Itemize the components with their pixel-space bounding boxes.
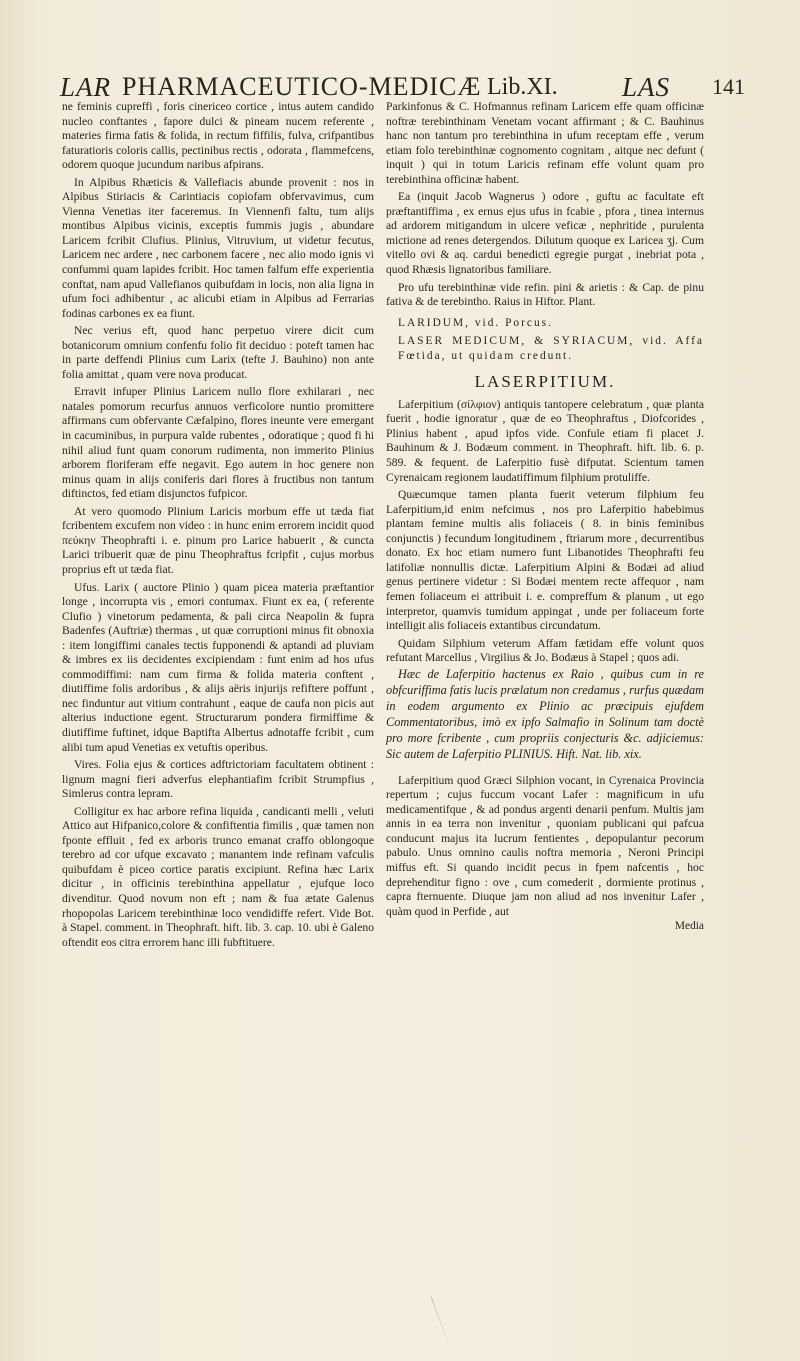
italic-commentary: Hæc de Laferpitio hactenus ex Raio , quibus cum in re obfcuriffima fatis lucis prælatum non credamus , rurfus quædam in eodem argumento ex Plinio ac præcipuis ejufdem Commentatoribus, imò ex ipfo Salmafio in Solinum tam doctè pro more fcribente , cum propriis conjecturis &c. adjiciemus: Sic autem de Laferpitio PLINIUS. Hift. Nat. lib. xix. bbox=[386, 666, 704, 761]
section-heading: LASERPITIUM. bbox=[474, 372, 616, 392]
paragraph: Quidam Silphium veterum Affam fætidam effe volunt quos refutant Marcellus , Virgilius & Jo. Bodæus à Stapel ; quos adi. bbox=[386, 636, 704, 665]
paragraph: Parkinfonus & C. Hofmannus refinam Laricem effe quam officinæ noftræ terebinthinam Venetam vocant affirmant ; & C. Bauhinus hanc non tantum pro terebinthina in ufum receptam effe , verum etiam folo terebinthinæ cognomento cognitam , aitque nec defunt ( inquit ) qui in totum Laricis refinam effe volunt quam pro terebinthina officinæ habent. bbox=[386, 100, 704, 186]
header-title: PHARMACEUTICO-MEDICÆ bbox=[122, 72, 482, 101]
running-header bbox=[60, 72, 765, 100]
header-book: Lib.XI. bbox=[487, 74, 558, 100]
dictionary-entry-laridum: LARIDUM, vid. Porcus. bbox=[398, 316, 553, 329]
paragraph: Pro ufu terebinthinæ vide refin. pini & arietis : & Cap. de pinu fativa & de terebintho. Raius in Hiftor. Plant. bbox=[386, 280, 704, 309]
dictionary-entry-laser: LASER MEDICUM, & SYRIACUM, vid. Affa Fœtida, ut quidam credunt. bbox=[398, 335, 704, 362]
paragraph: At vero quomodo Plinium Laricis morbum effe ut tæda fiat fcribentem excufem non video : in hunc enim errorem incidit quod πεύκην Theophrafti i. e. pinum pro Larice habuerit , & cuncta Larici tribuerit quæ de pinu Theophraftus fcripfit , cujus morbus proprius eft ut tæda fiat. bbox=[62, 504, 374, 576]
right-column bbox=[386, 100, 704, 934]
paragraph: Laferpitium quod Græci Silphion vocant, in Cyrenaica Provincia repertum ; cujus fuccum vocant Lafer : magnificum in ufu medicamentifque , & ad pondus argenti denarii penfum. Multis jam annis in ea terra non invenitur , quoniam publicani qui pafcua conducunt majus ita lucrum fentientes , depopulantur pecorum pabulo. Unus omnino caulis noftra memoria , Neroni Principi miffus eft. Si quando incidit pecus in fpem nafcentis , hoc deprehenditur figno : ove , cum comederit , dormiente protinus , capra fternuente. Diuque jam non aliud ad nos invenitur Lafer , quàm quod in Perfide , aut bbox=[386, 773, 704, 918]
paragraph: Vires. Folia ejus & cortices adftrictoriam facultatem obtinent : lignum magni fieri adverfus elephantiafim fcribit Strumpfius , Simlerus contra lepram. bbox=[62, 758, 374, 801]
paragraph: ne feminis cupreffi , foris cinericeo cortice , intus autem candido nucleo conftantes , fapore dulci & pineam nucem referente , materies firma fatis & folida, in rectum fiffilis, fulva, crifpantibus faturatioris coloris callis, pectinibus rectis , odorata , flammefcens, odorem quoque jucundum naribus afpirans. bbox=[62, 100, 374, 172]
paper-crease bbox=[431, 1296, 451, 1348]
page-number: 141 bbox=[712, 74, 745, 99]
paragraph: In Alpibus Rhæticis & Vallefiacis abunde provenit : nos in Alpibus Stiriacis & Carintiacis copiofam obfervavimus, cum Vienna Venetias iter faceremus. In Viennenfi faltu, tum alijs montibus Alpibus vicinis, exceptis fummis jugis , abundare Laricem fcribit Clufius. Plinius, Vitruvium, ut videtur fecutus, Laricem nec ardere , nec carbonem facere , nec alio modo ignis vi confummi quam lapides fcribit. Hoc tamen falfum effe experientia conftat, nam apud Vallefianos quibufdam in locis, non alia ligna in ufum foci adhibentur , ac alicubi etiam in Alpibus ad Ferrarias fodinas carbones ex ea fiunt. bbox=[62, 175, 374, 320]
paragraph: Laferpitium (σίλφιον) antiquis tantopere celebratum , quæ planta fuerit , hodie ignoratur , quæ de eo Theophraftus , Diofcorides , Plinius habent , apud ipfos vide. Confule etiam fi placet J. Bauhinum & J. Bodæum comment. in Theophraft. hift. lib. 6. p. 589. & fequent. de Laferpitio fusè difputat. Scientum tamen Cyrenaicam regionem laudatiffimum filphium protuliffe. bbox=[386, 397, 704, 484]
left-column bbox=[62, 100, 374, 950]
paragraph: Colligitur ex hac arbore refina liquida , candicanti melli , veluti Attico aut Hifpanico,colore & confiftentia fimilis , quæ tamen non fponte effluit , fed ex arboris trunco emanat craffo oblongoque terebro ad cor ufque excavato ; manantem inde refinam vafculis quibufdam è piceo cortice paratis excipiunt. Refina hæc Larix dicitur , in officinis terebinthina appellatur , ejufque loco divenditur. Quod novum non eft ; nam & fua ætate Galenus rhopopolas Laricem terebinthinæ loco vendidiffe refert. Vide Bot. à Stapel. comment. in Theophraft. hift. lib. 3. cap. 10. ubi è Galeno oftendit eos citra errorem hanc illi fubftituere. bbox=[62, 804, 374, 949]
paragraph: Ea (inquit Jacob Wagnerus ) odore , guftu ac facultate eft præftantiffima , ex ernus ejus ufus in fcabie , pfora , tinea internus ad ardorem mitigandum in ulcere veficæ , nephritide , purulenta mictione ad renes detergendos. Dilutum quoque ex Laricea ʒj. Cum vitello ovi & aq. cardui benedicti egregie purgat , inebriat pota , quod Rhæsis lignatoribus familiare. bbox=[386, 190, 704, 277]
header-left-catchword: LAR bbox=[60, 72, 112, 102]
paragraph: Ufus. Larix ( auctore Plinio ) quam picea materia præftantior longe , incorrupta vis , emori contumax. Fiunt ex ea, ( referente Clufio ) vinetorum pedamenta, & pali circa Neapolin & fupra Badenfes (Auftriæ) thermas , ut quæ corruptioni minus fit obnoxia : item longiffimi canales tectis fupponendi & aptandi ad pluviam & imbres ex iis decidentes excipiendam : funt enim ad hos ufus commodiffimi: nam cum firma & folida materia conftent , diutiffime folis ardoribus , & alijs aëris injurijs refiftere poffunt , nec finduntur aut vitium contrahunt , eaque de caufa non picis aut alterius inductione egent. Structurarum pondera firmiffime & diutiffime fuftinet, idque Baptifta Albertus adnotaffe fcribit , cum alibi tum apud Venetias ex vetuftis operibus. bbox=[62, 580, 374, 754]
paragraph: Erravit infuper Plinius Laricem nullo flore exhilarari , nec natales pomorum recurfus annuos verficolore nuntio promittere affirmans cum obfervante Cæfalpino, flores ineunte vere emergant in cacuminibus, in purpura valde rubentes , odoratique ; quod fi hi nihil aliud funt quam conorum rudimenta, non immerito Plinius arborem floriferam effe negavit. Ego autem in hoc genere non minus quam in alijs coniferis dari flores à fructibus non tantum diftinctos, fed etiam disjunctos fufpicor. bbox=[62, 385, 374, 501]
paragraph: Nec verius eft, quod hanc perpetuo virere dicit cum botanicorum omnium confenfu folio fit deciduo : poteft tamen hac in parte deffendi Plinius cum Larix (tefte J. Bauhino) non ante folia amittat , quam vere nova producat. bbox=[62, 324, 374, 381]
catchword: Media bbox=[674, 920, 704, 933]
header-right-catchword: LAS bbox=[622, 72, 671, 102]
paragraph: Quæcumque tamen planta fuerit veterum filphium feu Laferpitium,id enim nefcimus , nos pro Laferpitio habebimus plantam femine multis alis foliaceis ( 8. in binis feminibus conjunctis ) fecundum longitudinem , ftriarum more , decurrentibus donato. Ex hoc etiam numero funt Libanotides Theophrafti feu latifoliæ nonnullis dictæ. Laferpitium Alpini & Bodæi ad aliud genus pertinere videtur : Si Bodæi mentem recte affequor , nam femen foliaceum ei attribuit i. e. compreffum & planum , ut ego interpretor, quamvis tumidum appingat , unde per foliaceum forte intelligit alis foliaceis extantibus circundatum. bbox=[386, 488, 704, 633]
